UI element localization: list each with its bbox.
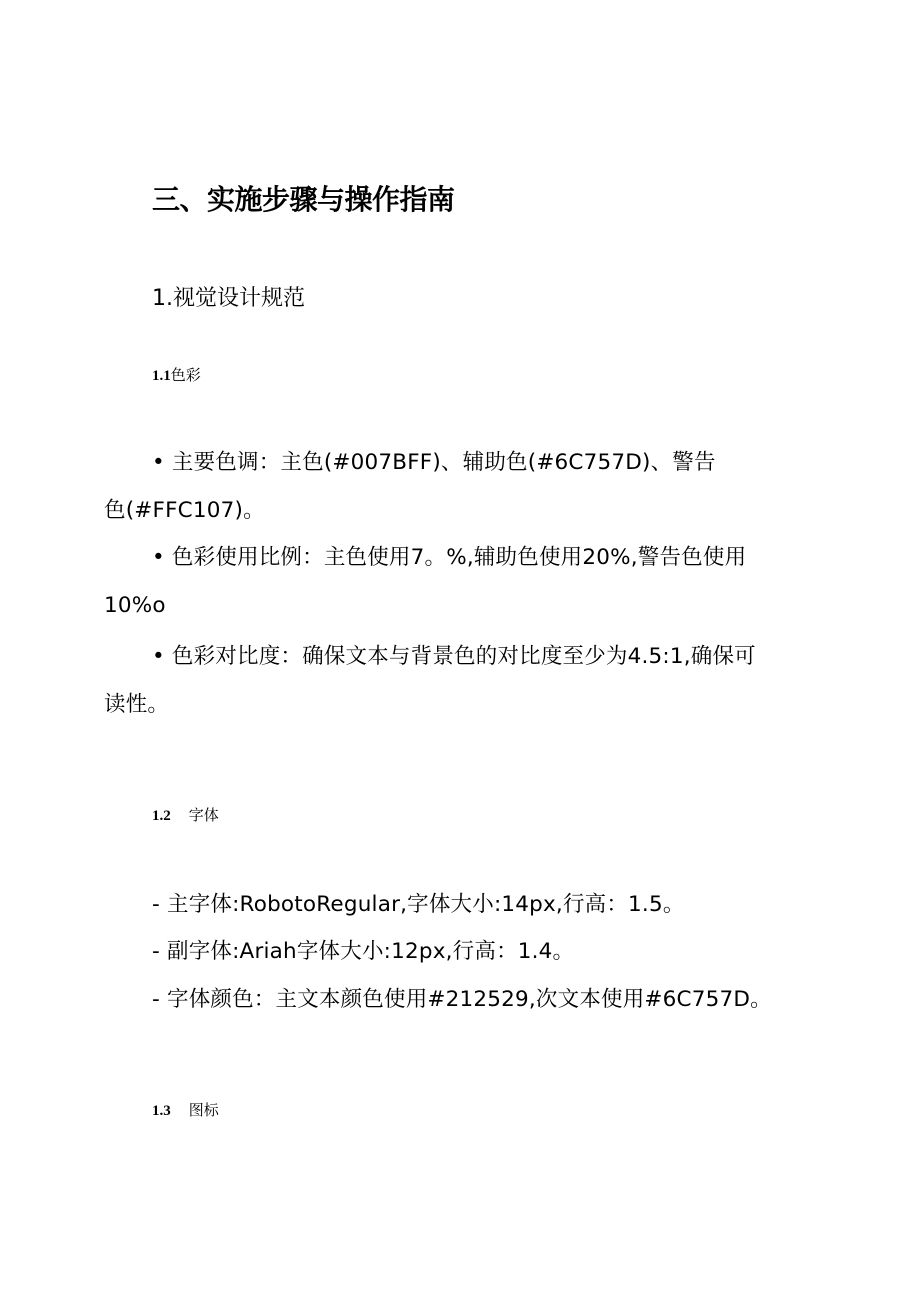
- subsection-heading-color: [152, 363, 201, 388]
- section-title: 1.视觉设计规范: [152, 286, 305, 311]
- chapter-title: 三、实施步骤与操作指南: [152, 183, 455, 216]
- color-item-3-line-1: • 色彩对比度：确保文本与背景色的对比度至少为4.5:1,确保可: [152, 644, 756, 669]
- color-item-1-line-2: 色(#FFC107)。: [104, 498, 265, 523]
- color-item-1-line-1: • 主要色调：主色(#007BFF)、辅助色(#6C757D)、警告: [152, 450, 716, 475]
- font-item-2: - 副字体:Ariah字体大小:12px,行高：1.4。: [152, 939, 575, 964]
- subsection-title: 字体: [188, 806, 219, 824]
- font-item-3: - 字体颜色：主文本颜色使用#212529,次文本使用#6C757D。: [152, 987, 772, 1012]
- subsection-title: 色彩: [170, 366, 201, 384]
- subsection-number: 1.1: [152, 368, 171, 384]
- color-item-3-line-2: 读性。: [104, 692, 170, 717]
- subsection-number: 1.2: [152, 808, 171, 824]
- subsection-number: 1.3: [152, 1103, 171, 1119]
- subsection-heading-icon: [152, 1098, 219, 1123]
- color-item-2-line-2: 10%o: [104, 593, 166, 618]
- subsection-title: 图标: [188, 1101, 219, 1119]
- font-item-1: - 主字体:RobotoRegular,字体大小:14px,行高：1.5。: [152, 892, 685, 917]
- color-item-2-line-1: • 色彩使用比例：主色使用7。%,辅助色使用20%,警告色使用: [152, 545, 747, 570]
- subsection-heading-font: [152, 803, 219, 828]
